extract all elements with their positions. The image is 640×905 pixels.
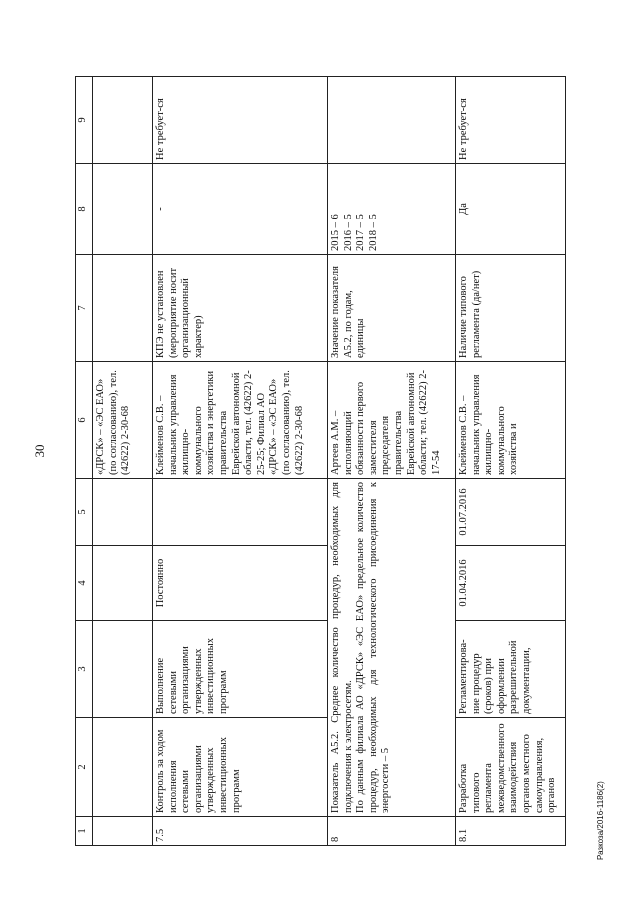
table-row [328,77,456,846]
row81-num: 8.1 [456,817,566,846]
header-col-7: 7 [76,255,93,362]
row0-end [93,479,153,546]
row75-start: Постоянно [153,546,328,621]
header-col-9: 9 [76,77,93,164]
row75-funding: Не требует-ся [153,77,328,164]
row75-responsible: Клейменов С.В. – начальник управления жилищно-коммунального хозяйства и энергетики правительства Еврейской автономной области, тел. (42622) 2-25-25; Филиал АО «ДРСК» – «ЭС ЕАО» (по согласованию), тел. (42622) 2-30-68 [153,362,328,479]
row8-values: 2015 – 6 2016 – 5 2017 – 5 2018 – 5 [328,164,456,255]
header-col-5: 5 [76,479,93,546]
row75-end [153,479,328,546]
table-row [153,77,328,846]
row81-kpi: Наличие типового регламента (да/нет) [456,255,566,362]
row75-event: Контроль за ходом исполнения сетевыми организациями утвержденных инвестиционных программ [153,718,328,817]
row0-kpi [93,255,153,362]
row81-funding: Не требует-ся [456,77,566,164]
row75-num: 7.5 [153,817,328,846]
row81-event: Разработка типового регламента межведомственного взаимодействия органов местного самоуправления, органов [456,718,566,817]
row81-result: Регламентирова-ние процедур (сроков) при оформлении разрешительной документации, [456,621,566,718]
row81-end: 01.07.2016 [456,479,566,546]
row0-value [93,164,153,255]
row75-value: - [153,164,328,255]
row8-funding [328,77,456,164]
header-col-2: 2 [76,718,93,817]
row81-value: Да [456,164,566,255]
row8-indicator-text: Показатель А5.2. Среднее количество процедур, необходимых для подключения к электросетям. По данным филиала АО «ДРСК» «ЭС ЕАО» предельное количество процедур, необходимых для технологического присоединения к энергосети – 5 [328,479,456,817]
row0-result [93,621,153,718]
rotated-table-area [75,76,605,846]
header-col-1: 1 [76,817,93,846]
row0-event [93,718,153,817]
row8-num: 8 [328,817,456,846]
row8-kpi: Значение показателя А5.2, по годам, единицы [328,255,456,362]
row0-funding [93,77,153,164]
row81-responsible: Клейменов С.В. – начальник управления жилищно-коммунального хозяйства и [456,362,566,479]
page-number: 30 [32,444,47,458]
row0-num [93,817,153,846]
footer-code: Разкоза/2016-1186(2) [596,781,605,860]
header-col-3: 3 [76,621,93,718]
header-col-6: 6 [76,362,93,479]
header-col-8: 8 [76,164,93,255]
row0-start [93,546,153,621]
header-col-4: 4 [76,546,93,621]
table-row [456,77,566,846]
row81-start: 01.04.2016 [456,546,566,621]
header-row [76,77,93,846]
table-row [93,77,153,846]
row75-kpi: КПЭ не установлен (мероприятие носит организационный характер) [153,255,328,362]
row8-responsible: Артеев А.М. – исполняющий обязанности первого заместителя председателя правительства Еврейской автономной области; тел. (42622) 2-17-54 [328,362,456,479]
row75-result: Выполнение сетевыми организациями утвержденных инвестиционных программ [153,621,328,718]
row0-responsible: «ДРСК» – «ЭС ЕАО» (по согласованию), тел. (42622) 2-30-68 [93,362,153,479]
plan-table [75,76,566,846]
